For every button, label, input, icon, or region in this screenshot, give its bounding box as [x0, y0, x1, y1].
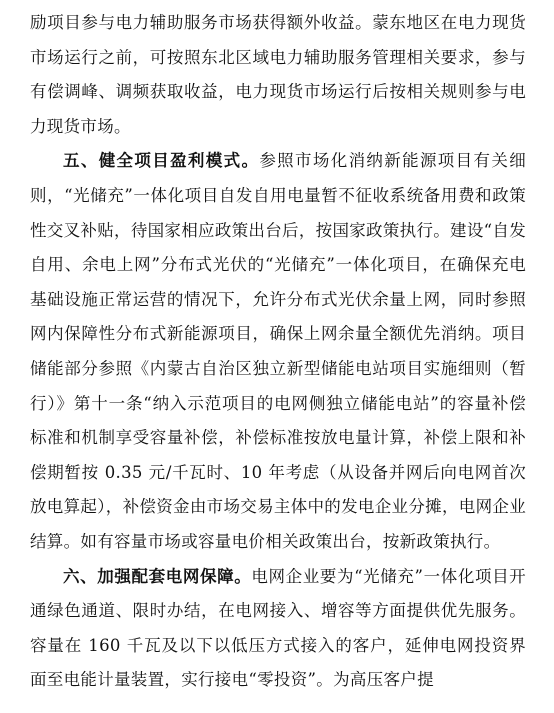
- section-heading: 五、健全项目盈利模式。: [63, 151, 260, 171]
- paragraph-section-6: [30, 560, 526, 698]
- paragraph-text: 励项目参与电力辅助服务市场获得额外收益。蒙东地区在电力现货市场运行之前，可按照东北区域电力辅助服务管理相关要求，参与有偿调峰、调频获取收益，电力现货市场运行后按相关规则参与电力现货市场。: [30, 13, 526, 136]
- paragraph-continued: [30, 6, 526, 144]
- section-heading: 六、加强配套电网保障。: [63, 566, 252, 586]
- paragraph-section-5: [30, 144, 526, 559]
- paragraph-text: 参照市场化消纳新能源项目有关细则，“光储充”一体化项目自发自用电量暂不征收系统备用费和政策性交叉补贴，待国家相应政策出台后，按国家政策执行。建设“自发自用、余电上网”分布式光伏的“光储充”一体化项目，在确保充电基础设施正常运营的情况下，允许分布式光伏余量上网，同时参照网内保障性分布式新能源项目，确保上网余量全额优先消纳。项目储能部分参照《内蒙古自治区独立新型储能电站项目实施细则（暂行）》第十一条“纳入示范项目的电网侧独立储能电站”的容量补偿标准和机制享受容量补偿，补偿标准按放电量计算，补偿上限和补偿期暂按 0.35 元/千瓦时、10 年考虑（从设备并网后向电网首次放电算起），补偿资金由市场交易主体中的发电企业分摊，电网企业结算。如有容量市场或容量电价相关政策出台，按新政策执行。: [30, 151, 526, 551]
- paragraph-text: 电网企业要为“光储充”一体化项目开通绿色通道、限时办结，在电网接入、增容等方面提供优先服务。容量在 160 千瓦及以下以低压方式接入的客户，延伸电网投资界面至电能计量装置，实行接电“零投资”。为高压客户提: [30, 566, 526, 690]
